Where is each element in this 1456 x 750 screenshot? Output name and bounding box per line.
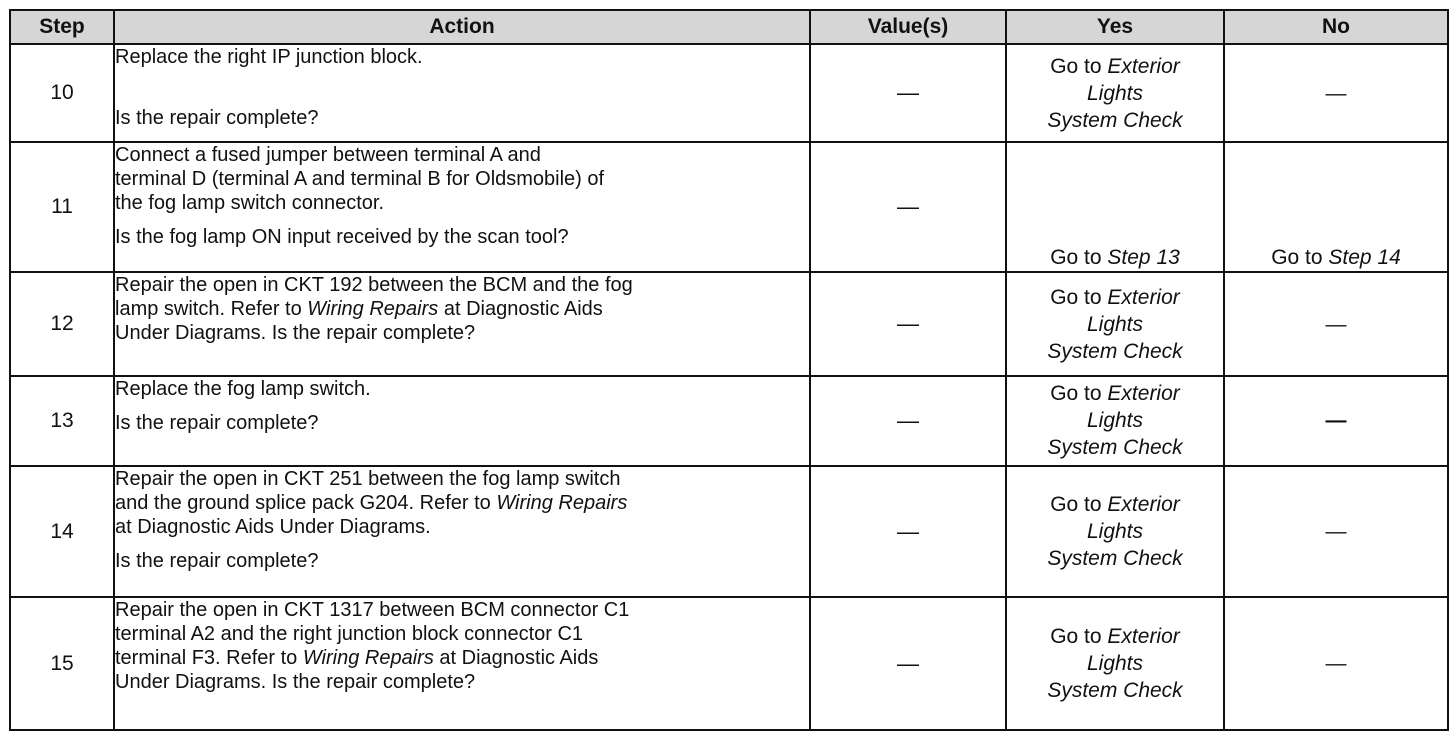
no-prefix: Go to (1271, 246, 1323, 270)
action-question: Is the repair complete? (115, 107, 319, 129)
yes-prefix: Go to (1050, 285, 1102, 309)
no-cell: — (1224, 466, 1448, 597)
yes-ref-line3[interactable]: System Check (1047, 679, 1183, 703)
yes-prefix: Go to (1050, 246, 1102, 270)
yes-cell (1006, 376, 1224, 466)
yes-ref[interactable]: Exterior (1107, 54, 1180, 78)
yes-prefix: Go to (1050, 493, 1102, 517)
step-number: 12 (10, 272, 114, 376)
table-row (10, 376, 1448, 466)
yes-cell (1006, 142, 1224, 272)
action-text-line: at Diagnostic Aids (443, 298, 603, 321)
yes-ref[interactable]: Step 13 (1107, 246, 1180, 270)
no-cell (1224, 142, 1448, 272)
value-cell: — (810, 597, 1006, 730)
table-row (10, 142, 1448, 272)
action-text-line: at Diagnostic Aids (439, 647, 599, 670)
action-text-line: Repair the open in CKT 192 between the BCM and the fog (115, 274, 633, 297)
yes-cell (1006, 466, 1224, 597)
no-cell: — (1224, 44, 1448, 142)
no-cell: — (1224, 597, 1448, 730)
yes-cell (1006, 44, 1224, 142)
action-text: Replace the fog lamp switch. (115, 377, 371, 400)
no-cell: — (1224, 272, 1448, 376)
action-cell (114, 142, 810, 272)
action-cell (114, 597, 810, 730)
wiring-repairs-ref[interactable]: Wiring Repairs (496, 492, 628, 515)
table-row (10, 44, 1448, 142)
action-cell (114, 466, 810, 597)
value-cell: — (810, 466, 1006, 597)
table-row (10, 466, 1448, 597)
header-action: Action (114, 10, 810, 44)
yes-ref-line2[interactable]: Lights (1086, 652, 1144, 676)
step-number: 14 (10, 466, 114, 597)
action-cell (114, 376, 810, 466)
action-cell (114, 272, 810, 376)
header-yes: Yes (1006, 10, 1224, 44)
action-question: Is the repair complete? (115, 411, 319, 434)
table-row (10, 272, 1448, 376)
action-text-line: Repair the open in CKT 1317 between BCM connector C1 (115, 599, 630, 622)
value-cell: — (810, 44, 1006, 142)
action-text-line: terminal F3. Refer to (115, 647, 298, 670)
yes-ref-line2[interactable]: Lights (1086, 312, 1144, 336)
yes-cell (1006, 597, 1224, 730)
action-text-line: terminal D (terminal A and terminal B for Oldsmobile) of (115, 168, 605, 191)
diagnostic-table (9, 9, 1449, 731)
header-step: Step (10, 10, 114, 44)
yes-ref-line3[interactable]: System Check (1047, 547, 1183, 571)
header-values: Value(s) (810, 10, 1006, 44)
yes-ref[interactable]: Exterior (1107, 493, 1180, 517)
value-cell: — (810, 272, 1006, 376)
action-cell (114, 44, 810, 142)
table-row (10, 597, 1448, 730)
action-text-line: lamp switch. Refer to (115, 298, 302, 321)
yes-prefix: Go to (1050, 625, 1102, 649)
action-question: Is the fog lamp ON input received by the scan tool? (115, 226, 569, 249)
yes-ref-line3[interactable]: System Check (1047, 108, 1183, 132)
wiring-repairs-ref[interactable]: Wiring Repairs (307, 298, 439, 321)
yes-ref[interactable]: Exterior (1107, 625, 1180, 649)
action-text-line: at Diagnostic Aids Under Diagrams. (115, 516, 431, 539)
no-ref[interactable]: Step 14 (1328, 246, 1401, 270)
yes-ref[interactable]: Exterior (1107, 285, 1180, 309)
yes-ref[interactable]: Exterior (1107, 382, 1180, 406)
yes-ref-line3[interactable]: System Check (1047, 339, 1183, 363)
action-text-line: Under Diagrams. Is the repair complete? (115, 671, 476, 694)
action-text-line: Connect a fused jumper between terminal A and (115, 144, 541, 167)
yes-prefix: Go to (1050, 382, 1102, 406)
action-text-line: and the ground splice pack G204. Refer to (115, 492, 491, 515)
action-text-line: Under Diagrams. Is the repair complete? (115, 322, 476, 345)
no-cell: — (1224, 376, 1448, 466)
action-text-line: the fog lamp switch connector. (115, 192, 385, 215)
header-no: No (1224, 10, 1448, 44)
yes-ref-line2[interactable]: Lights (1086, 520, 1144, 544)
action-text: Replace the right IP junction block. (115, 46, 423, 68)
yes-prefix: Go to (1050, 54, 1102, 78)
yes-ref-line3[interactable]: System Check (1047, 436, 1183, 460)
wiring-repairs-ref[interactable]: Wiring Repairs (302, 647, 434, 670)
action-text-line: terminal A2 and the right junction block connector C1 (115, 623, 584, 646)
yes-cell (1006, 272, 1224, 376)
yes-ref-line2[interactable]: Lights (1086, 81, 1144, 105)
value-cell: — (810, 142, 1006, 272)
header-row (10, 10, 1448, 44)
value-cell: — (810, 376, 1006, 466)
step-number: 13 (10, 376, 114, 466)
step-number: 15 (10, 597, 114, 730)
step-number: 10 (10, 44, 114, 142)
yes-ref-line2[interactable]: Lights (1086, 409, 1144, 433)
action-text-line: Repair the open in CKT 251 between the fog lamp switch (115, 468, 621, 491)
action-question: Is the repair complete? (115, 550, 319, 573)
step-number: 11 (10, 142, 114, 272)
